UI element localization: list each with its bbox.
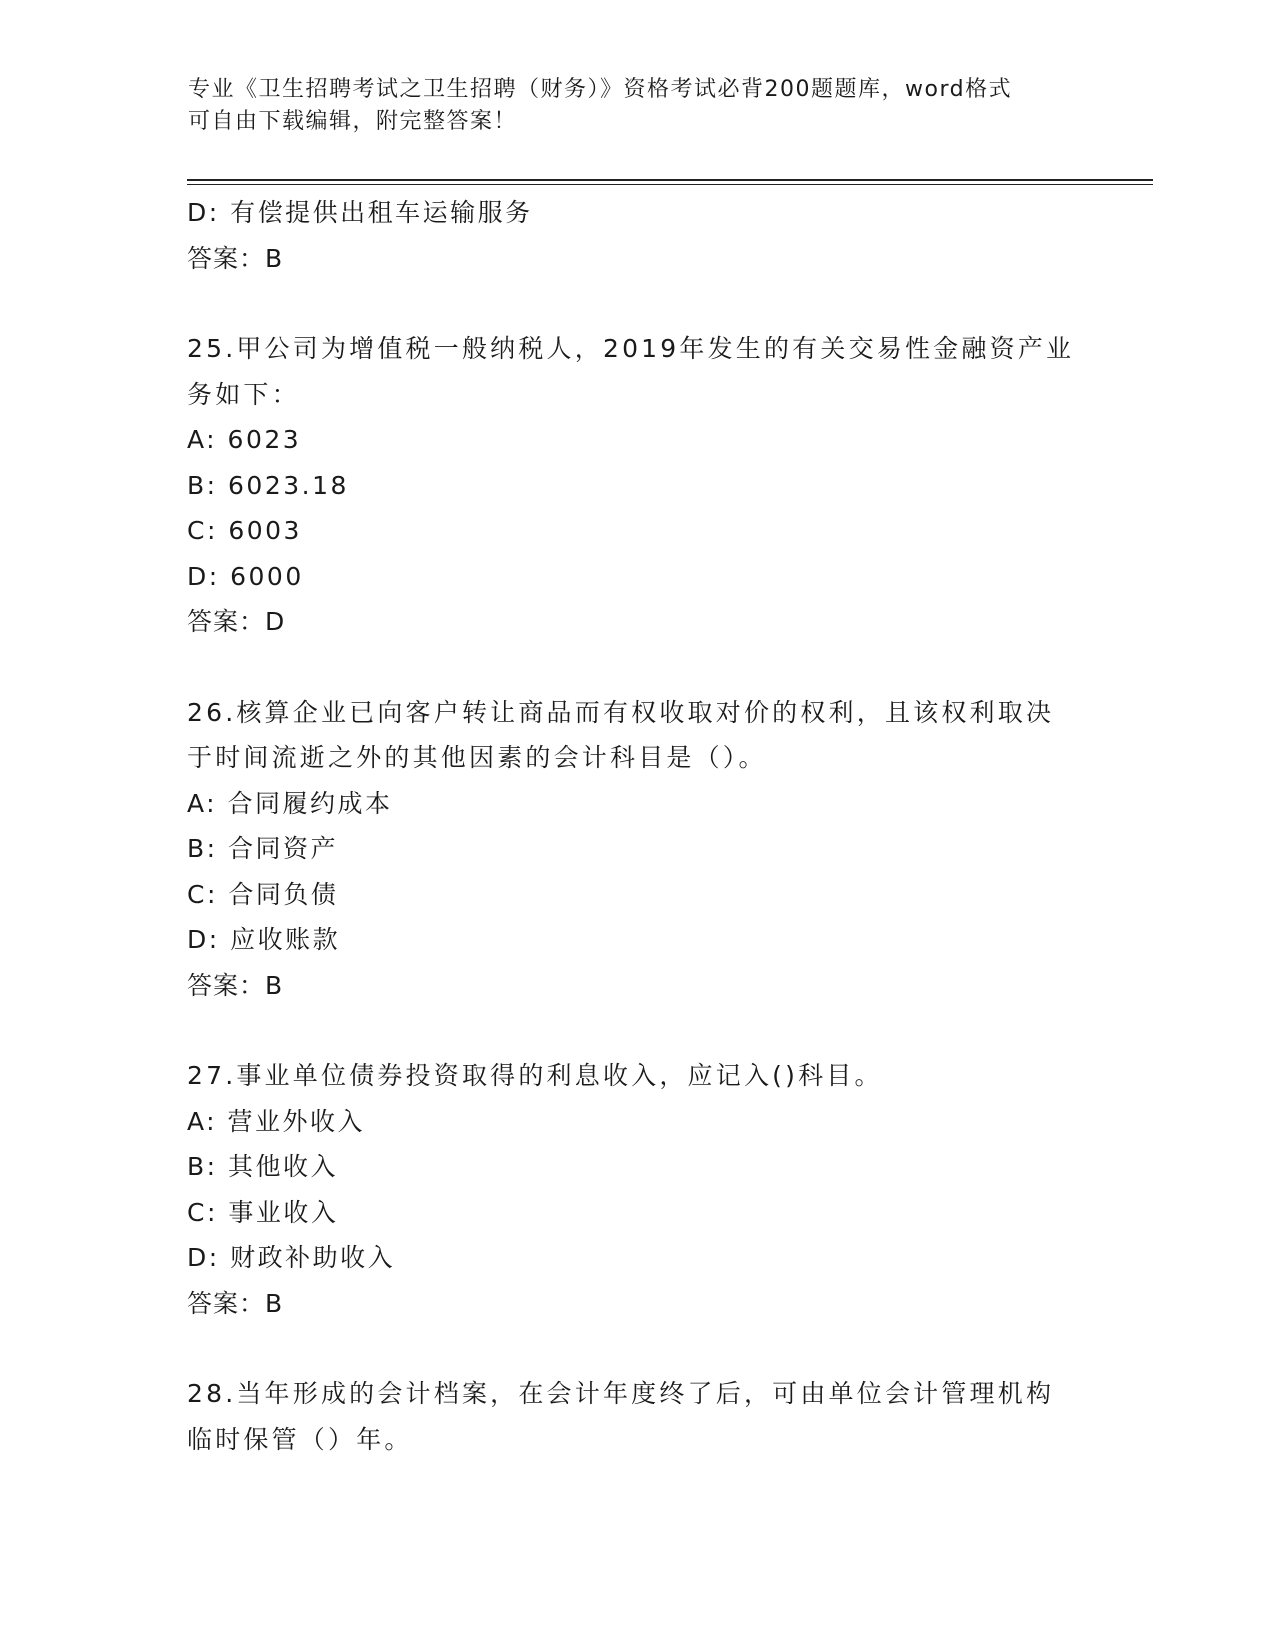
answer: 答案：B — [187, 1288, 284, 1318]
document-header — [188, 74, 1068, 138]
question-24-tail — [187, 190, 1087, 281]
option-d: D: 应收账款 — [187, 925, 341, 954]
option-c: C: 6003 — [187, 516, 302, 545]
option-a: A: 营业外收入 — [187, 1106, 366, 1136]
answer: 答案：B — [187, 243, 284, 273]
question-text-line-2: 务如下： — [187, 379, 300, 409]
option-b: B: 6023.18 — [187, 470, 349, 500]
question-text-line-2: 于时间流逝之外的其他因素的会计科目是（）。 — [187, 743, 767, 772]
question-text-line-2: 临时保管（）年。 — [187, 1424, 413, 1454]
header-line-1: 专业《卫生招聘考试之卫生招聘（财务）》资格考试必背200题题库，word格式 — [188, 77, 1013, 102]
option-a: A: 6023 — [187, 425, 302, 454]
header-divider-thick — [187, 179, 1153, 181]
question-26 — [187, 690, 1087, 1009]
answer: 答案：B — [187, 970, 284, 1000]
question-28 — [187, 1371, 1087, 1462]
option-a: A: 合同履约成本 — [187, 788, 393, 818]
option-b: B: 其他收入 — [187, 1152, 339, 1181]
question-27 — [187, 1053, 1087, 1326]
question-25 — [187, 326, 1087, 645]
option-d: D: 有偿提供出租车运输服务 — [187, 198, 533, 227]
answer: 答案：D — [187, 607, 286, 636]
question-text-line-1: 25.甲公司为增值税一般纳税人，2019年发生的有关交易性金融资产业 — [187, 334, 1075, 363]
option-c: C: 合同负债 — [187, 879, 339, 909]
question-text-line-1: 28.当年形成的会计档案，在会计年度终了后，可由单位会计管理机构 — [187, 1379, 1055, 1408]
option-c: C: 事业收入 — [187, 1197, 339, 1227]
option-d: D: 6000 — [187, 561, 304, 591]
option-b: B: 合同资产 — [187, 834, 339, 863]
header-line-2: 可自由下载编辑，附完整答案！ — [188, 109, 518, 134]
question-list — [187, 190, 1087, 1462]
header-divider-thin — [187, 184, 1153, 185]
question-text-line-1: 27.事业单位债券投资取得的利息收入，应记入()科目。 — [187, 1061, 883, 1090]
option-d: D: 财政补助收入 — [187, 1243, 396, 1272]
question-text-line-1: 26.核算企业已向客户转让商品而有权收取对价的权利，且该权利取决 — [187, 697, 1055, 727]
